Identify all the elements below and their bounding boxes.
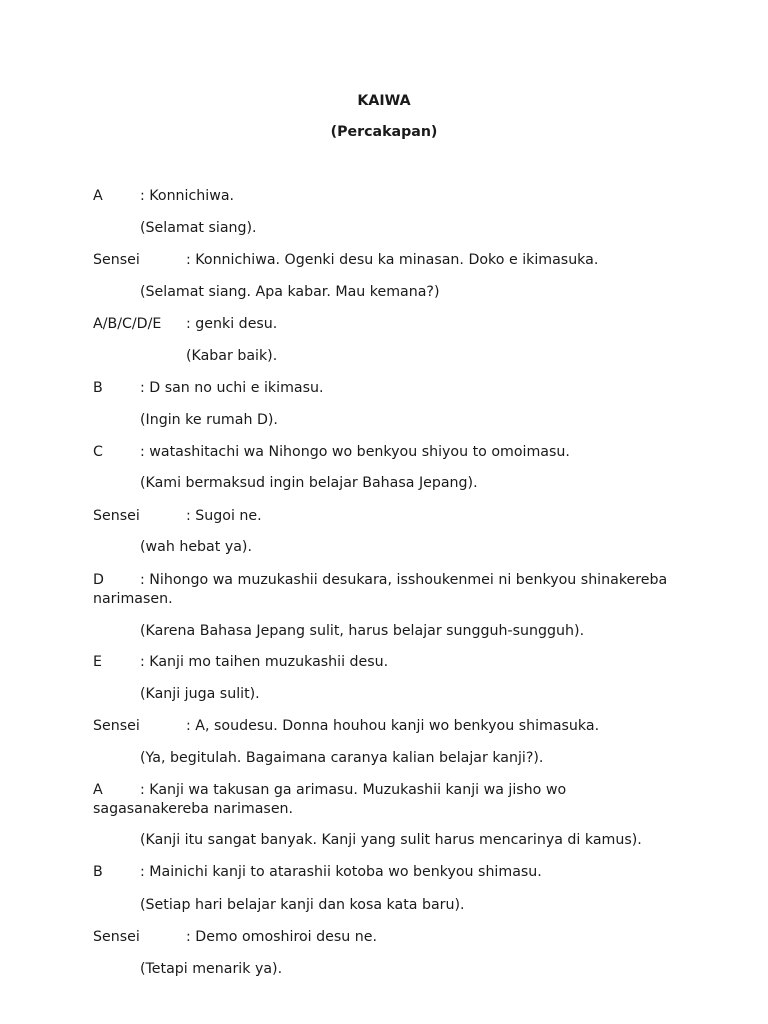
dialog-line — [93, 251, 693, 269]
utterance: : Sugoi ne. — [186, 508, 262, 524]
speaker: D — [93, 572, 104, 588]
utterance: : Konnichiwa. — [140, 188, 235, 204]
translation: (Ya, begitulah. Bagaimana caranya kalian belajar kanji?). — [140, 750, 544, 766]
translation: (Selamat siang. Apa kabar. Mau kemana?) — [140, 284, 440, 300]
utterance-continuation: sagasanakereba narimasen. — [93, 801, 294, 817]
translation: (Karena Bahasa Jepang sulit, harus belajar sungguh-sungguh). — [140, 623, 585, 639]
translation: (Setiap hari belajar kanji dan kosa kata baru). — [140, 897, 465, 913]
speaker: A — [93, 782, 103, 798]
speaker: Sensei — [93, 718, 140, 734]
dialog-line — [93, 928, 693, 946]
doc-subtitle: (Percakapan) — [330, 124, 438, 140]
translation: (Kanji juga sulit). — [140, 686, 260, 702]
speaker: C — [93, 444, 103, 460]
translation: (Selamat siang). — [140, 220, 257, 236]
utterance: : D san no uchi e ikimasu. — [140, 380, 324, 396]
utterance: : Nihongo wa muzukashii desukara, isshoukenmei ni benkyou shinakereba — [140, 572, 668, 588]
translation: (wah hebat ya). — [140, 539, 252, 555]
speaker: Sensei — [93, 508, 140, 524]
doc-title: KAIWA — [357, 93, 411, 109]
dialog-line — [93, 717, 693, 735]
translation: (Kami bermaksud ingin belajar Bahasa Jepang). — [140, 475, 478, 491]
dialog-line — [93, 571, 693, 589]
utterance: : Mainichi kanji to atarashii kotoba wo benkyou shimasu. — [140, 864, 542, 880]
speaker: A/B/C/D/E — [93, 316, 162, 332]
dialog-line — [93, 507, 693, 525]
speaker: B — [93, 380, 103, 396]
utterance-continuation: narimasen. — [93, 591, 173, 607]
utterance: : A, soudesu. Donna houhou kanji wo benkyou shimasuka. — [186, 718, 600, 734]
utterance: : Kanji wa takusan ga arimasu. Muzukashii kanji wa jisho wo — [140, 782, 567, 798]
speaker: Sensei — [93, 929, 140, 945]
speaker: A — [93, 188, 103, 204]
dialog-line — [93, 379, 693, 397]
speaker: Sensei — [93, 252, 140, 268]
utterance: : Konnichiwa. Ogenki desu ka minasan. Doko e ikimasuka. — [186, 252, 599, 268]
utterance: : Demo omoshiroi desu ne. — [186, 929, 377, 945]
dialog-line — [93, 187, 693, 205]
dialog-line — [93, 863, 693, 881]
translation: (Kabar baik). — [186, 348, 278, 364]
dialog-line — [93, 781, 693, 799]
speaker: E — [93, 654, 102, 670]
translation: (Kanji itu sangat banyak. Kanji yang sulit harus mencarinya di kamus). — [140, 832, 642, 848]
dialog-line — [93, 443, 693, 461]
utterance: : watashitachi wa Nihongo wo benkyou shiyou to omoimasu. — [140, 444, 570, 460]
speaker: B — [93, 864, 103, 880]
dialog-line — [93, 315, 693, 333]
utterance: : genki desu. — [186, 316, 278, 332]
dialog-line — [93, 653, 693, 671]
utterance: : Kanji mo taihen muzukashii desu. — [140, 654, 389, 670]
translation: (Tetapi menarik ya). — [140, 961, 283, 977]
translation: (Ingin ke rumah D). — [140, 412, 278, 428]
